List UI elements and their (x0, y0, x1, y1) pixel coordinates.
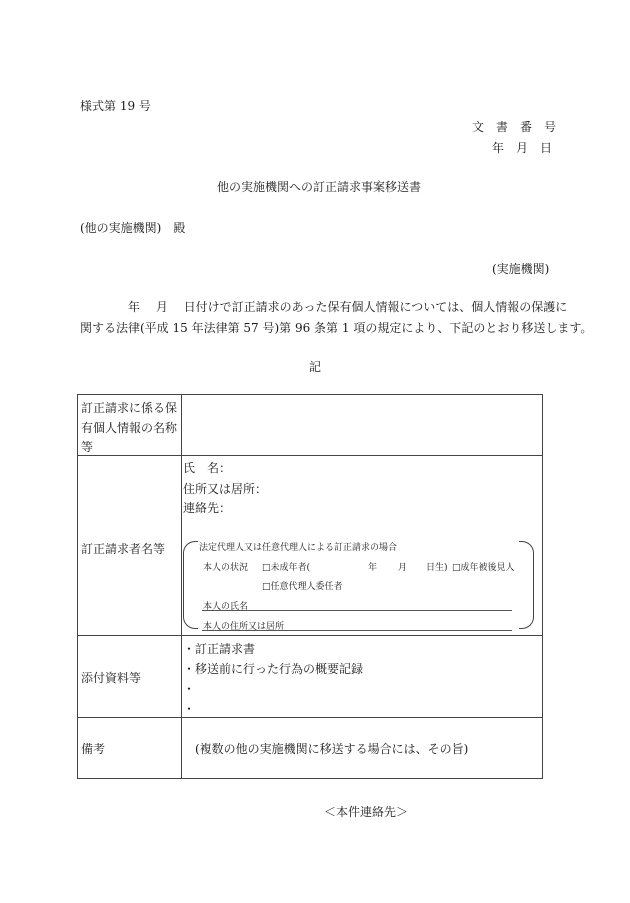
principal-address-label: 本人の住所又は居所 (203, 622, 285, 632)
requester-contact-field: 連絡先： (183, 501, 232, 515)
birth-month-label: 月 (398, 563, 408, 573)
date-label: 年 月 日 (492, 141, 553, 155)
row1-label-line1: 訂正請求に係る保 (81, 401, 178, 415)
principal-address-underline (202, 630, 512, 631)
voluntary-agent-checkbox: □任意代理人委任者 (262, 582, 343, 592)
proxy-bracket-left (183, 541, 198, 629)
requester-name-field: 氏 名： (183, 461, 232, 475)
birth-day-label: 日生) (426, 563, 448, 573)
requester-label: 訂正請求者名等 (81, 542, 166, 556)
table-row-divider (78, 635, 542, 636)
minor-checkbox: □未成年者( (262, 563, 311, 573)
principal-name-underline (202, 610, 512, 611)
transfer-details-table (77, 394, 543, 779)
form-number: 様式第 19 号 (80, 99, 151, 113)
principal-status-label: 本人の状況 (203, 563, 249, 573)
proxy-heading: 法定代理人又は任意代理人による訂正請求の場合 (199, 543, 398, 553)
addressee: (他の実施機関) 殿 (80, 221, 186, 235)
principal-name-label: 本人の氏名 (203, 602, 249, 612)
attachment-item: ・訂正請求書 (183, 642, 256, 656)
sender-agency: (実施機関) (492, 262, 550, 276)
table-column-divider (181, 395, 182, 778)
body-line-2: 関する法律(平成 15 年法律第 57 号)第 96 条第 1 項の規定により、下記のとおり移送します。 (80, 321, 593, 335)
ki-heading: 記 (309, 360, 322, 374)
attachment-item: ・移送前に行った行為の概要記録 (183, 662, 364, 676)
table-row-divider (78, 455, 542, 456)
adult-guardian-checkbox: □成年被後見人 (452, 563, 515, 573)
body-line-1: 年 月 日付けで訂正請求のあった保有個人情報については、個人情報の保護に (80, 300, 568, 314)
contact-footer: ＜本件連絡先＞ (324, 805, 409, 819)
row1-label-line2: 有個人情報の名称 (81, 421, 178, 435)
birth-year-label: 年 (368, 563, 378, 573)
requester-address-field: 住所又は居所： (183, 482, 268, 496)
attachments-label: 添付資料等 (81, 671, 142, 685)
remarks-label: 備考 (81, 742, 106, 756)
attachment-item: ・ (183, 702, 196, 716)
document-title: 他の実施機関への訂正請求事案移送書 (217, 180, 422, 194)
remarks-note: (複数の他の実施機関に移送する場合には、その旨) (195, 742, 469, 756)
table-row-divider (78, 717, 542, 718)
row1-label-line3: 等 (81, 440, 94, 454)
attachment-item: ・ (183, 682, 196, 696)
proxy-bracket-right (519, 541, 534, 629)
document-number-label: 文 書 番 号 (472, 120, 557, 134)
